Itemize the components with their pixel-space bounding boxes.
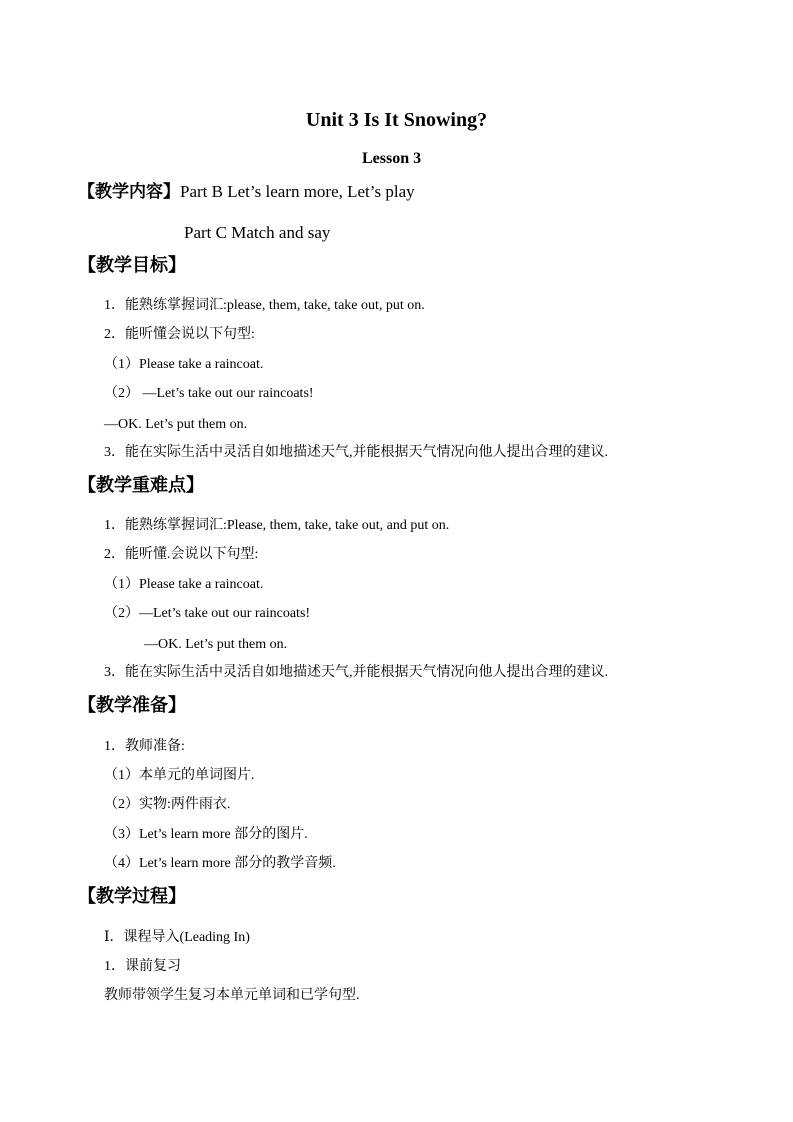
goals-item: 2．能听懂会说以下句型: — [104, 327, 255, 342]
process-item: Ⅰ．课程导入(Leading In) — [104, 930, 250, 945]
content-heading: 【教学内容】 — [78, 182, 180, 202]
keypoints-item: （1）Please take a raincoat. — [104, 577, 264, 592]
document-title: Unit 3 Is It Snowing? — [305, 109, 488, 131]
process-item: 1．课前复习 — [104, 959, 181, 974]
process-heading: 【教学过程】 — [78, 886, 186, 907]
preparation-item: 1．教师准备: — [104, 739, 185, 754]
keypoints-item: （2）—Let’s take out our raincoats! — [104, 606, 311, 621]
goals-item: （2） —Let’s take out our raincoats! — [104, 386, 314, 401]
goals-item: 1．能熟练掌握词汇:please, them, take, take out, put on. — [104, 298, 425, 313]
preparation-item: （1）本单元的单词图片. — [104, 768, 255, 783]
process-item: 教师带领学生复习本单元单词和已学句型. — [104, 988, 360, 1003]
goals-item: 3．能在实际生活中灵活自如地描述天气,并能根据天气情况向他人提出合理的建议. — [104, 445, 608, 460]
keypoints-item: —OK. Let’s put them on. — [144, 637, 288, 652]
content-line-2: Part C Match and say — [184, 223, 331, 242]
content-line-1: Part B Let’s learn more, Let’s play — [180, 182, 415, 201]
preparation-heading: 【教学准备】 — [78, 695, 186, 716]
keypoints-heading: 【教学重难点】 — [78, 475, 204, 496]
goals-heading: 【教学目标】 — [78, 255, 186, 276]
keypoints-item: 1．能熟练掌握词汇:Please, them, take, take out, and put on. — [104, 518, 450, 533]
keypoints-item: 2．能听懂.会说以下句型: — [104, 547, 259, 562]
content-section — [78, 183, 415, 201]
preparation-item: （3）Let’s learn more 部分的图片. — [104, 827, 308, 842]
goals-item: （1）Please take a raincoat. — [104, 357, 264, 372]
keypoints-item: 3．能在实际生活中灵活自如地描述天气,并能根据天气情况向他人提出合理的建议. — [104, 665, 608, 680]
preparation-item: （2）实物:两件雨衣. — [104, 797, 231, 812]
goals-item: —OK. Let’s put them on. — [104, 417, 248, 432]
lesson-subtitle: Lesson 3 — [362, 150, 422, 167]
preparation-item: （4）Let’s learn more 部分的教学音频. — [104, 856, 336, 871]
